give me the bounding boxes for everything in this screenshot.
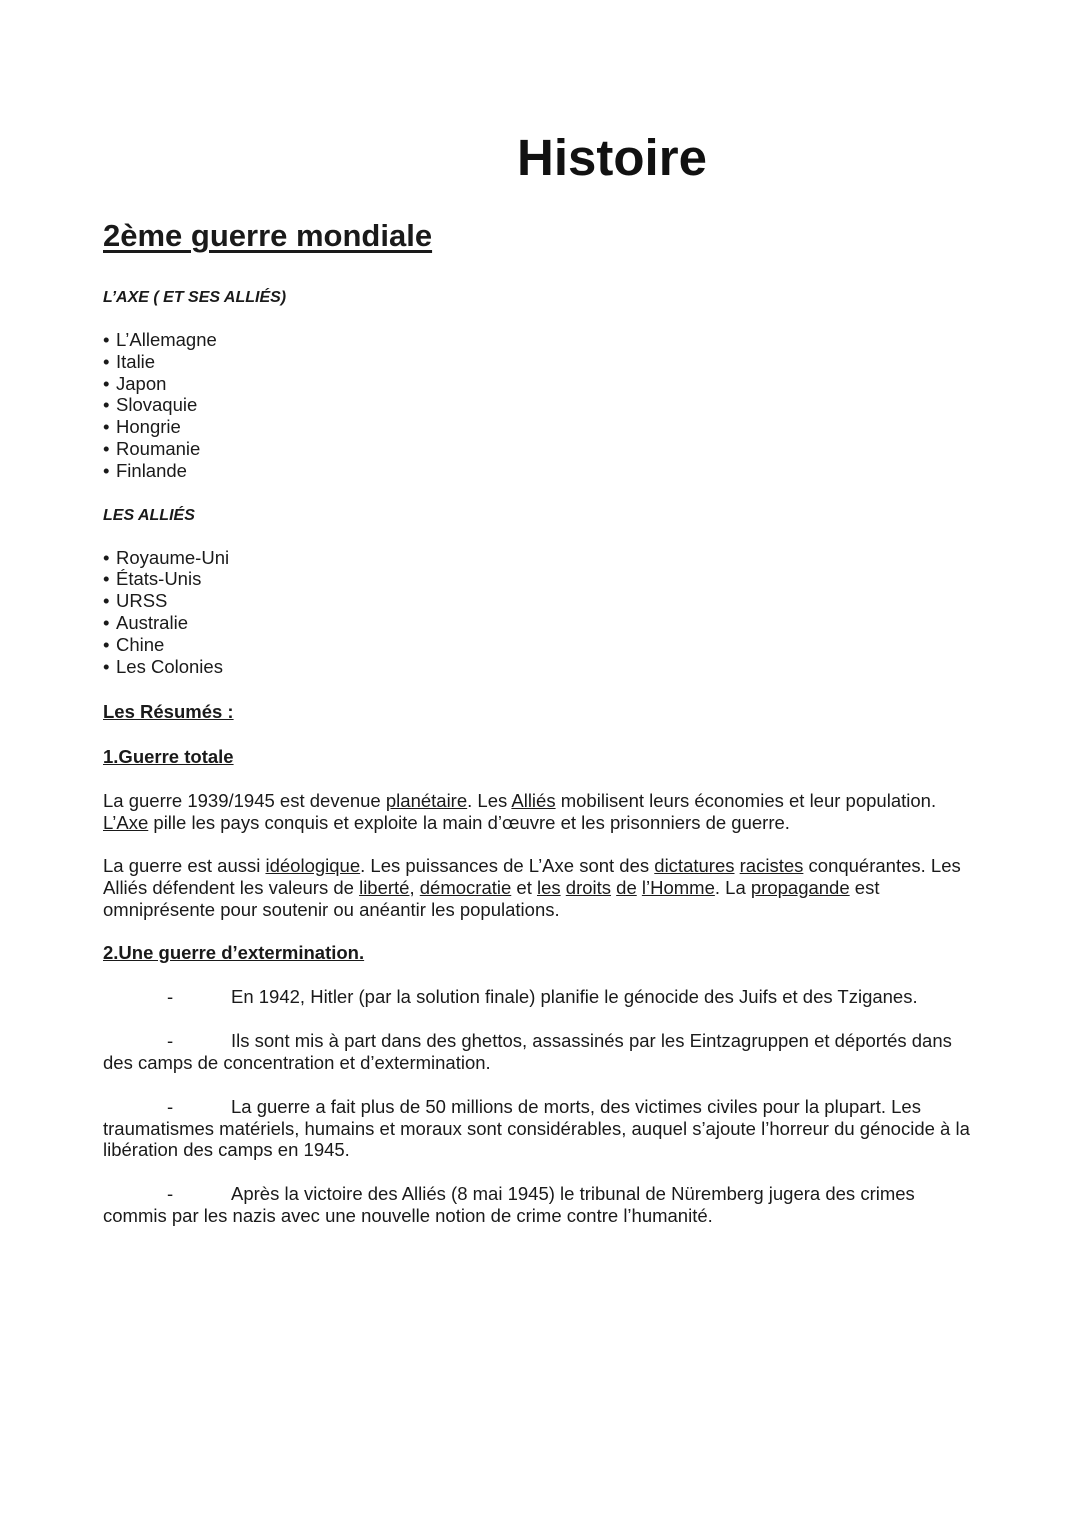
list-item: • Les Colonies bbox=[103, 655, 223, 677]
bullet-icon: • bbox=[103, 568, 110, 590]
bullet-icon: • bbox=[103, 416, 110, 438]
list-item: • Finlande bbox=[103, 459, 187, 481]
page-title: Histoire bbox=[517, 129, 707, 186]
axe-label: L’AXE ( ET SES ALLIÉS) bbox=[103, 289, 287, 306]
section1-paragraph-2: La guerre est aussi idéologique. Les puissances de L’Axe sont des dictatures racistes conquérantes. Les Alliés défendent les valeurs de liberté, démocratie et les droits de l’Homme. La propagande est omniprésente pour soutenir ou anéantir les populations. bbox=[103, 854, 961, 920]
list-item: • Slovaquie bbox=[103, 394, 198, 416]
bullet-icon: • bbox=[103, 633, 110, 655]
bullet-icon: • bbox=[103, 437, 110, 459]
list-item: • États-Unis bbox=[103, 568, 202, 590]
section2-point: - Après la victoire des Alliés (8 mai 1945) le tribunal de Nüremberg jugera des crimes commis par les nazis avec une nouvelle notion de crime contre l’humanité. bbox=[103, 1183, 915, 1226]
section2-point: - La guerre a fait plus de 50 millions de morts, des victimes civiles pour la plupart. Les traumatismes matériels, humains et moraux sont considérables, auquel s’ajoute l’horreur du génocide à la libération des camps en 1945. bbox=[103, 1095, 970, 1161]
list-item: • Hongrie bbox=[103, 416, 181, 438]
bullet-icon: • bbox=[103, 459, 110, 481]
bullet-icon: • bbox=[103, 655, 110, 677]
bullet-icon: • bbox=[103, 611, 110, 633]
list-item: • Italie bbox=[103, 350, 156, 372]
bullet-icon: • bbox=[103, 372, 110, 394]
list-item: • Royaume-Uni bbox=[103, 546, 230, 568]
bullet-icon: • bbox=[103, 394, 110, 416]
allies-list bbox=[103, 547, 983, 678]
allies-label: LES ALLIÉS bbox=[103, 506, 195, 524]
summaries-heading: Les Résumés : bbox=[103, 701, 234, 723]
list-item: • Chine bbox=[103, 633, 165, 655]
section1-paragraph-1: La guerre 1939/1945 est devenue planétaire. Les Alliés mobilisent leurs économies et leur population. L’Axe pille les pays conquis et exploite la main d’œuvre et les prisonniers de guerre. bbox=[103, 790, 937, 834]
list-item: • Australie bbox=[103, 611, 188, 633]
bullet-icon: • bbox=[103, 350, 110, 372]
axe-list bbox=[103, 329, 983, 482]
list-item: • Roumanie bbox=[103, 437, 201, 459]
section2-point: - En 1942, Hitler (par la solution finale) planifie le génocide des Juifs et des Tziganes. bbox=[103, 986, 983, 1008]
dash-marker: - bbox=[167, 986, 174, 1008]
document-content bbox=[103, 217, 983, 1227]
list-item: • URSS bbox=[103, 590, 168, 612]
list-item: • Japon bbox=[103, 372, 167, 394]
bullet-icon: • bbox=[103, 546, 110, 568]
section1-title: 1.Guerre totale bbox=[103, 746, 234, 768]
section-heading: 2ème guerre mondiale bbox=[103, 218, 433, 253]
dash-marker: - bbox=[167, 1183, 174, 1205]
list-item: • L’Allemagne bbox=[103, 329, 217, 350]
section2-point: - Ils sont mis à part dans des ghettos, assassinés par les Eintzagruppen et déportés dans des camps de concentration et d’extermination. bbox=[103, 1030, 952, 1073]
dash-marker: - bbox=[167, 1095, 174, 1117]
bullet-icon: • bbox=[103, 590, 110, 612]
section2-title: 2.Une guerre d’extermination. bbox=[103, 942, 365, 964]
bullet-icon: • bbox=[103, 329, 110, 350]
dash-marker: - bbox=[167, 1030, 174, 1052]
